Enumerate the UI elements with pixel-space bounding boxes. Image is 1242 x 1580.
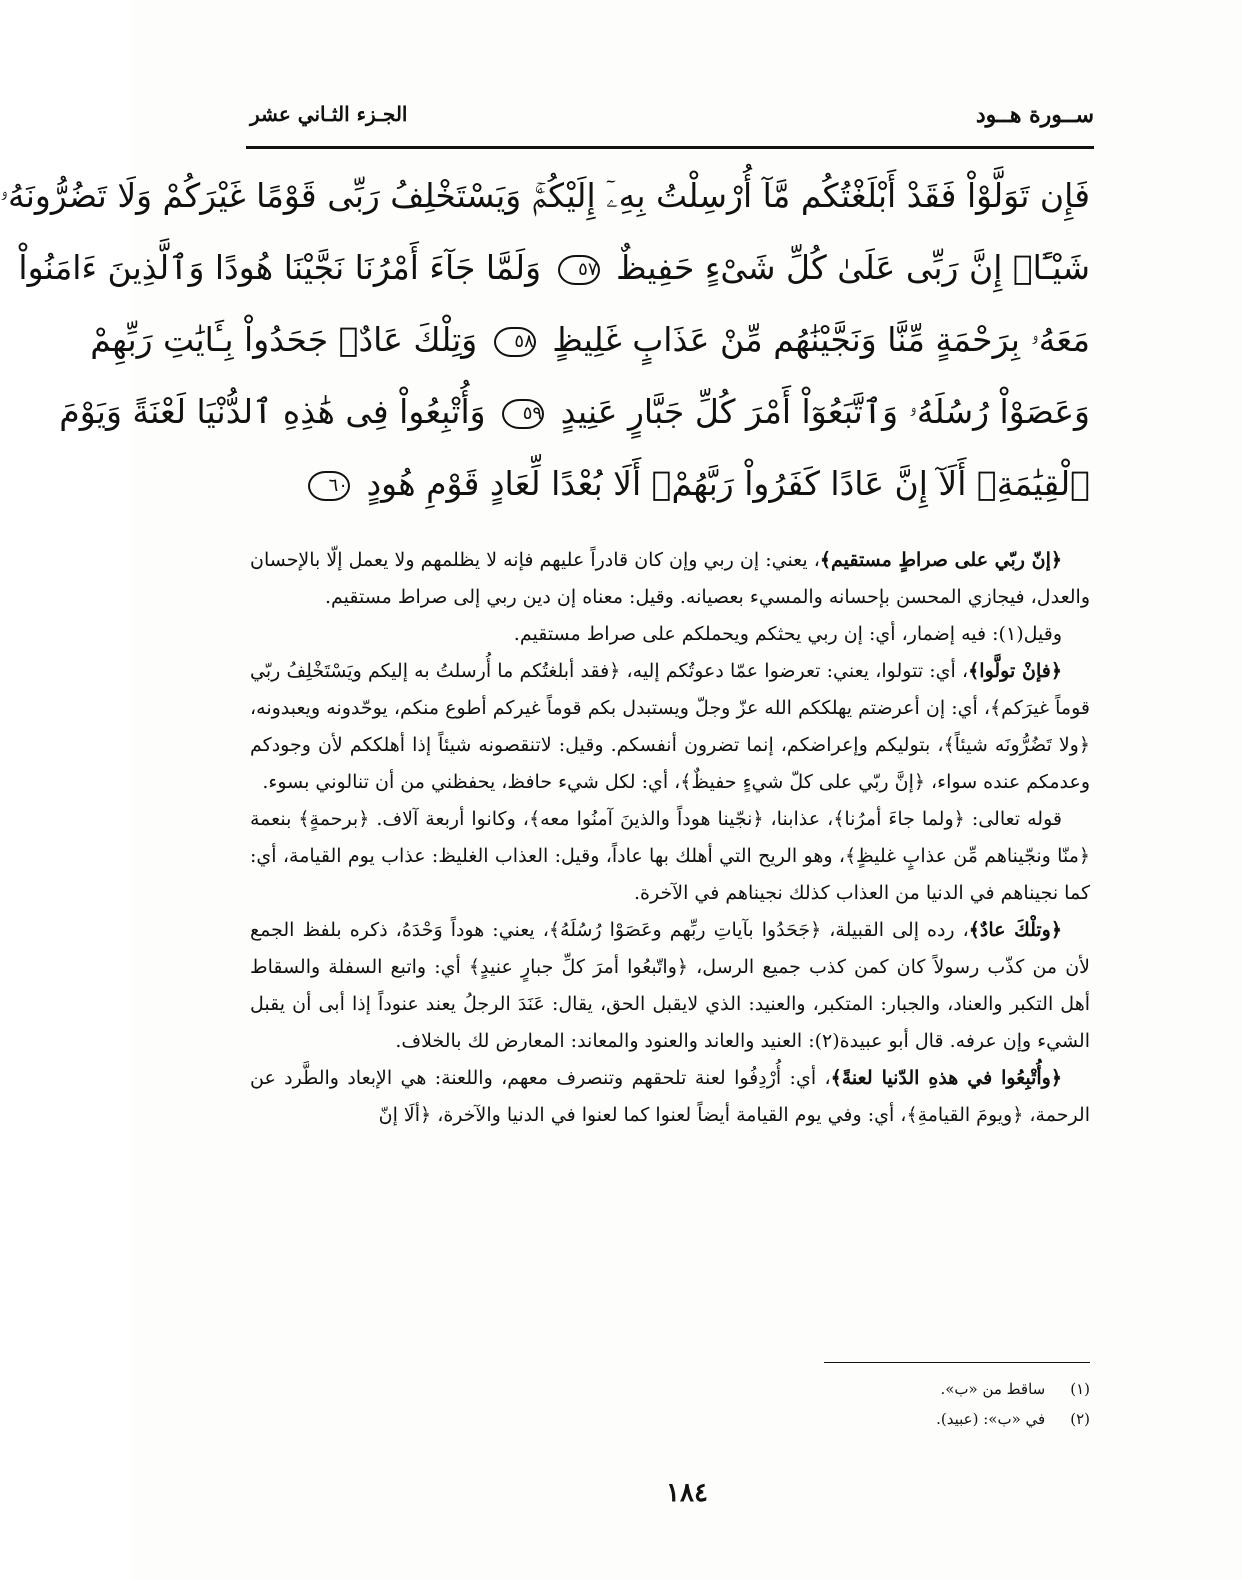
verse-text: ٱلْقِيَٰمَةِۗ أَلَآ إِنَّ عَادًا كَفَرُواْ رَبَّهُمْۗ أَلَا بُعْدًا لِّعَادٍ قَوْمِ هُودٍ: [366, 464, 1090, 503]
page-number: ١٨٤: [666, 1478, 708, 1508]
verse-line: [250, 448, 1090, 520]
verse-text: شَيْـًٔاۚ إِنَّ رَبِّى عَلَىٰ كُلِّ شَىْءٍ حَفِيظٌ: [616, 248, 1090, 287]
juz-title: الجـزء الثـاني عشر: [250, 102, 408, 126]
footnotes: [250, 1374, 1090, 1434]
commentary-text: وقيل(١): فيه إضمار، أي: إن ربي يحثكم ويحملكم على صراط مستقيم.: [513, 623, 1062, 645]
commentary-text: ، أي: أُرْدِفُوا لعنة تلحقهم وتنصرف معهم، واللعنة: هي الإبعاد والطَّرد عن الرحمة، ﴿ويومَ القيامةِ﴾، أي: وفي يوم القيامة أيضاً لعنوا كما لعنوا في الدنيا والآخرة، ﴿ألَا إنّ: [250, 1067, 1090, 1126]
commentary-text: ، رده إلى القبيلة، ﴿جَحَدُوا بآياتِ ربِّهم وعَصَوْا رُسُلَهُ﴾، يعني: هوداً وَحْدَهُ، ذكره بلفظ الجمع لأن من كذّب رسولاً كان كمن كذب جميع الرسل، ﴿واتّبعُوا أمرَ كلِّ جبارٍ عنيدٍ﴾ أي: واتبع السفلة والسقاط أهل التكبر والعناد، والجبار: المتكبر، والعنيد: الذي لايقبل الحق، يقال: عَنَدَ الرجلُ يعند عنوداً إذا أبى أن يقبل الشيء وإن عرفه. قال أبو عبيدة(٢): العنيد والعاند والعنود والمعاند: المعارض لك بالخلاف.: [250, 919, 1090, 1052]
header-rule: [246, 146, 1094, 149]
quoted-verse: ﴿وتلْكَ عادٌ﴾: [968, 919, 1062, 941]
running-header: [250, 96, 1094, 136]
quoted-verse: ﴿إنّ ربّي على صراطٍ مستقيم﴾: [819, 549, 1062, 571]
footnote: [250, 1404, 1090, 1434]
verse-text: وَعَصَوْاْ رُسُلَهُۥ وَٱتَّبَعُوٓاْ أَمْرَ كُلِّ جَبَّارٍ عَنِيدٍ: [560, 392, 1090, 431]
footnote-number: (١): [1070, 1380, 1090, 1398]
verse-line: [0, 160, 1090, 232]
footnote-rule: [824, 1362, 1090, 1363]
verse-line: [90, 304, 1090, 376]
tafsir-commentary: [250, 542, 1090, 1134]
commentary-paragraph: [250, 653, 1090, 801]
verse-text: فَإِن تَوَلَّوْاْ فَقَدْ أَبْلَغْتُكُم مَّآ أُرْسِلْتُ بِهِۦٓ إِلَيْكُمْۚ وَيَسْتَخْلِفُ رَبِّى قَوْمًا غَيْرَكُمْ وَلَا تَضُرُّونَهُۥ: [0, 176, 1090, 215]
quran-verses: [0, 160, 1090, 520]
verse-line: [18, 232, 1090, 304]
footnote-text: في «ب»: (عبيد).: [936, 1410, 1046, 1428]
commentary-text: ، يعني: إن ربي وإن كان قادراً عليهم فإنه لا يظلمهم ولا يعمل إلّا بالإحسان والعدل، فيجازي المحسن بإحسانه والمسيء بعصيانه. وقيل: معناه إن دين ربي إلى صراط مستقيم.: [250, 549, 1090, 608]
ayah-number-marker: ٦٠: [308, 471, 350, 501]
verse-text: وَتِلْكَ عَادٌۖ جَحَدُواْ بِـَٔايَٰتِ رَبِّهِمْ: [90, 320, 478, 359]
verse-text: وَلَمَّا جَآءَ أَمْرُنَا نَجَّيْنَا هُودًا وَٱلَّذِينَ ءَامَنُواْ: [18, 248, 542, 287]
commentary-text: ، أي: تتولوا، يعني: تعرضوا عمّا دعوتُكم إليه، ﴿فقد أبلغتُكم ما أُرسلتُ به إليكم ويَسْتَخْلِفُ ربّي قوماً غيرَكم﴾، أي: إن أعرضتم يهلككم الله عزّ وجلّ ويستبدل بكم قوماً غيركم أطوع منكم، يوحّدونه ويعبدونه، ﴿ولا تَضُرُّونَه شيئاً﴾، بتوليكم وإعراضكم، إنما تضرون أنفسكم. وقيل: لاتنقصونه شيئاً إذا أهلككم لأن وجودكم وعدمكم عنده سواء، ﴿إنَّ ربّي على كلّ شيءٍ حفيظٌ﴾، أي: لكل شيء حافظ، يحفظني من أن تنالوني بسوء.: [250, 660, 1090, 793]
surah-title: ســورة هــود: [975, 102, 1094, 128]
verse-line: [59, 376, 1090, 448]
ayah-number-marker: ٥٧: [558, 255, 600, 285]
verse-text: مَعَهُۥ بِرَحْمَةٍ مِّنَّا وَنَجَّيْنَٰهُم مِّنْ عَذَابٍ غَلِيظٍ: [552, 320, 1090, 359]
commentary-text: قوله تعالى: ﴿ولما جاءَ أمرُنا﴾، عذابنا، ﴿نجّينا هوداً والذينَ آمنُوا معه﴾، وكانوا أربعة آلاف. ﴿برحمةٍ﴾ بنعمة ﴿منّا ونجّيناهم مِّن عذابٍ غليظٍ﴾، وهو الريح التي أهلك بها عاداً، وقيل: العذاب الغليظ: عذاب يوم القيامة، أي: كما نجيناهم في الدنيا من العذاب كذلك نجيناهم في الآخرة.: [250, 808, 1090, 904]
footnote-text: ساقط من «ب».: [940, 1380, 1046, 1398]
commentary-paragraph: [250, 542, 1090, 616]
footnote: [250, 1374, 1090, 1404]
commentary-paragraph: [250, 1060, 1090, 1134]
quoted-verse: ﴿وأُتْبِعُوا في هذهِ الدّنيا لعنةً﴾: [830, 1067, 1062, 1089]
commentary-paragraph: [250, 801, 1090, 912]
ayah-number-marker: ٥٨: [494, 327, 536, 357]
quoted-verse: ﴿فإنْ تولَّوا﴾: [968, 660, 1062, 682]
commentary-paragraph: [250, 912, 1090, 1060]
verse-text: وَأُتْبِعُواْ فِى هَٰذِهِ ٱلدُّنْيَا لَعْنَةً وَيَوْمَ: [59, 392, 486, 431]
footnote-number: (٢): [1070, 1410, 1090, 1428]
ayah-number-marker: ٥٩: [502, 399, 544, 429]
commentary-paragraph: [250, 616, 1090, 653]
